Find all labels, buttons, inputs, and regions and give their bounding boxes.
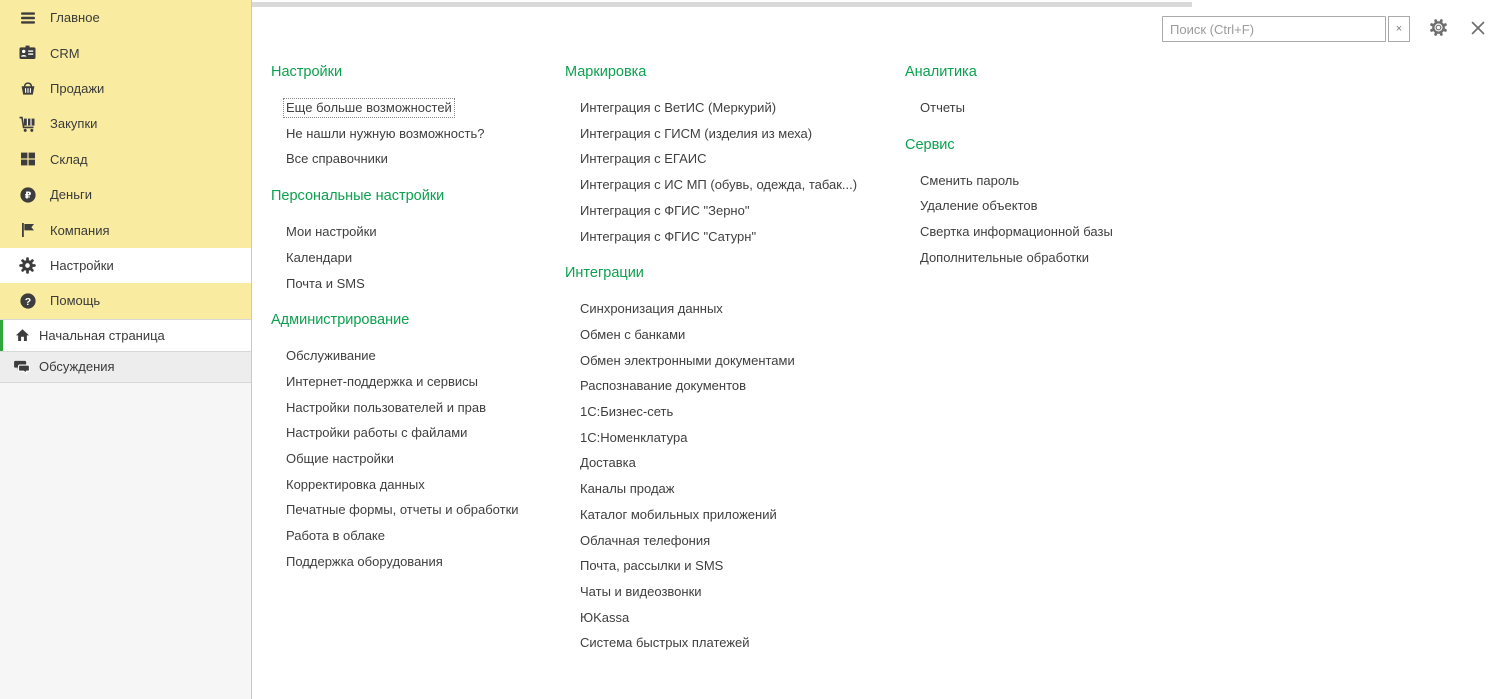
list-item [286,472,565,498]
list-item [580,450,905,476]
section-link[interactable]: Не нашли нужную возможность? [286,125,485,141]
list-item [580,399,905,425]
list-item [286,121,565,147]
section-administration [271,312,565,574]
menu-icon [17,9,38,27]
section-link[interactable]: Интернет-поддержка и сервисы [286,373,479,389]
close-button[interactable] [1466,17,1490,41]
sidebar-item-discussions[interactable] [0,351,251,383]
list-item [286,420,565,446]
section-link[interactable]: Настройки работы с файлами [286,425,468,441]
section-link[interactable]: Общие настройки [286,451,394,467]
section-title[interactable]: Сервис [905,136,955,153]
list-item [286,343,565,369]
section-link[interactable]: Каталог мобильных приложений [580,506,777,522]
list-item [286,271,565,297]
list-item [580,146,905,172]
list-item [920,95,1305,121]
sidebar-footer [0,319,251,383]
section-service [905,137,1305,271]
section-title[interactable]: Персональные настройки [271,188,445,205]
sidebar [0,0,252,699]
section-personal-settings [271,188,565,296]
list-item [580,224,905,250]
flag-icon [17,221,38,239]
section-link[interactable]: Каналы продаж [580,481,675,497]
sidebar-item-label: Главное [50,10,100,26]
list-item [580,605,905,631]
search-input[interactable] [1162,16,1386,42]
section-link[interactable]: Печатные формы, отчеты и обработки [286,502,519,518]
section-links [905,95,1305,121]
sidebar-item-money[interactable] [0,177,251,212]
section-link[interactable]: Удаление объектов [920,198,1038,214]
section-link[interactable]: Почта, рассылки и SMS [580,558,724,574]
question-icon [17,292,38,310]
sidebar-item-label: Закупки [50,116,98,132]
list-item [920,219,1305,245]
section-link[interactable]: Интеграция с ИС МП (обувь, одежда, табак...) [580,177,858,193]
section-link[interactable]: Настройки пользователей и прав [286,399,487,415]
svg-text:₽: ₽ [24,190,31,202]
section-link[interactable]: Интеграция с ФГИС "Сатурн" [580,228,757,244]
list-item [580,296,905,322]
basket-icon [17,79,38,97]
section-link[interactable]: Синхронизация данных [580,301,723,317]
list-item [580,373,905,399]
sidebar-item-label: Склад [50,151,88,167]
sidebar-nav [0,0,251,319]
main-content [252,0,1500,699]
section-link[interactable]: Свертка информационной базы [920,224,1113,240]
section-links [565,296,905,656]
sidebar-item-sales[interactable] [0,71,251,106]
sidebar-item-label: CRM [50,45,80,61]
sidebar-item-label: Обсуждения [39,359,115,375]
list-item [286,219,565,245]
list-item [286,549,565,575]
list-item [286,245,565,271]
list-item [580,476,905,502]
sidebar-item-help[interactable] [0,283,251,318]
section-link[interactable]: Поддержка оборудования [286,553,443,569]
section-link[interactable]: Почта и SMS [286,275,365,291]
sidebar-item-label: Начальная страница [39,327,165,343]
list-item [286,446,565,472]
sidebar-item-company[interactable] [0,212,251,247]
section-title[interactable]: Маркировка [565,64,647,80]
list-item [580,553,905,579]
list-item [580,425,905,451]
section-link[interactable]: Сменить пароль [920,172,1020,188]
active-page-accent [0,320,3,351]
sidebar-item-warehouse[interactable] [0,142,251,177]
cart-icon [17,115,38,133]
sidebar-item-label: Деньги [50,187,92,203]
sidebar-item-label: Компания [50,222,110,238]
gear-icon [17,256,38,274]
section-link[interactable]: Чаты и видеозвонки [580,583,702,599]
gear-icon [1428,17,1449,41]
sidebar-item-crm[interactable] [0,35,251,70]
section-link[interactable]: Обмен электронными документами [580,352,795,368]
list-item [920,168,1305,194]
sidebar-item-label: Настройки [50,257,114,273]
section-link[interactable]: Интеграция с ГИСМ (изделия из меха) [580,125,813,141]
section-link[interactable]: Отчеты [920,100,965,115]
section-link[interactable]: Облачная телефония [580,532,711,548]
section-link[interactable]: 1С:Бизнес-сеть [580,404,674,420]
section-link[interactable]: ЮKassa [580,609,630,625]
sidebar-item-settings[interactable] [0,248,251,283]
list-item [580,630,905,656]
list-item [580,121,905,147]
section-links [565,95,905,249]
topbar [1162,16,1490,42]
list-item [580,172,905,198]
content-column [565,64,905,672]
section-title[interactable]: Настройки [271,64,343,80]
list-item [920,193,1305,219]
list-item [920,245,1305,271]
list-item [580,528,905,554]
search-clear-button[interactable]: × [1388,16,1410,42]
section-link[interactable]: Система быстрых платежей [580,635,750,651]
sidebar-item-label: Помощь [50,293,101,309]
section-link[interactable]: Доставка [580,455,636,471]
home-icon [13,327,31,343]
content-column [905,64,1305,672]
section-link[interactable]: Работа в облаке [286,528,385,544]
list-item [286,497,565,523]
section-link[interactable]: Интеграция с ВетИС (Меркурий) [580,100,777,115]
section-link[interactable]: Интеграция с ЕГАИС [580,151,707,167]
chat-icon [13,359,31,375]
section-links [271,343,565,574]
list-item [580,95,905,121]
sidebar-item-main[interactable] [0,0,251,35]
sidebar-filler [0,383,251,699]
list-item [580,579,905,605]
section-link[interactable]: Дополнительные обработки [920,249,1089,265]
list-item [286,523,565,549]
section-link[interactable]: Обслуживание [286,348,376,364]
section-link[interactable]: Календари [286,249,353,265]
section-marking [565,64,905,249]
content-column [271,64,565,672]
list-item [580,502,905,528]
ruble-icon [17,186,38,204]
section-link[interactable]: Распознавание документов [580,378,747,394]
section-title[interactable]: Администрирование [271,312,410,329]
list-item [286,146,565,172]
section-links [271,95,565,172]
list-item [286,395,565,421]
content-columns [252,0,1500,672]
section-title[interactable]: Интеграции [565,265,644,282]
list-item [580,348,905,374]
sidebar-item-label: Продажи [50,80,105,96]
svg-text:?: ? [24,295,31,308]
top-strip [252,2,1192,7]
close-icon [1470,20,1486,39]
section-link[interactable]: Еще больше возможностей [283,98,455,118]
section-links [271,219,565,296]
list-item [286,369,565,395]
settings-gear-button[interactable] [1426,17,1450,41]
section-links [905,168,1305,271]
sidebar-item-purchases[interactable] [0,106,251,141]
section-integrations [565,265,905,656]
section-title[interactable]: Аналитика [905,64,977,80]
sidebar-item-start-page[interactable] [0,319,251,351]
section-settings [271,64,565,172]
list-item [580,322,905,348]
section-link[interactable]: Мои настройки [286,224,377,240]
section-link[interactable]: Интеграция с ФГИС "Зерно" [580,202,750,218]
section-link[interactable]: Обмен с банками [580,326,686,342]
crm-icon [17,44,38,62]
grid-icon [17,150,38,168]
section-link[interactable]: 1С:Номенклатура [580,429,688,445]
list-item [286,95,565,121]
section-analytics [905,64,1305,121]
section-link[interactable]: Корректировка данных [286,476,425,492]
section-link[interactable]: Все справочники [286,151,388,167]
list-item [580,198,905,224]
